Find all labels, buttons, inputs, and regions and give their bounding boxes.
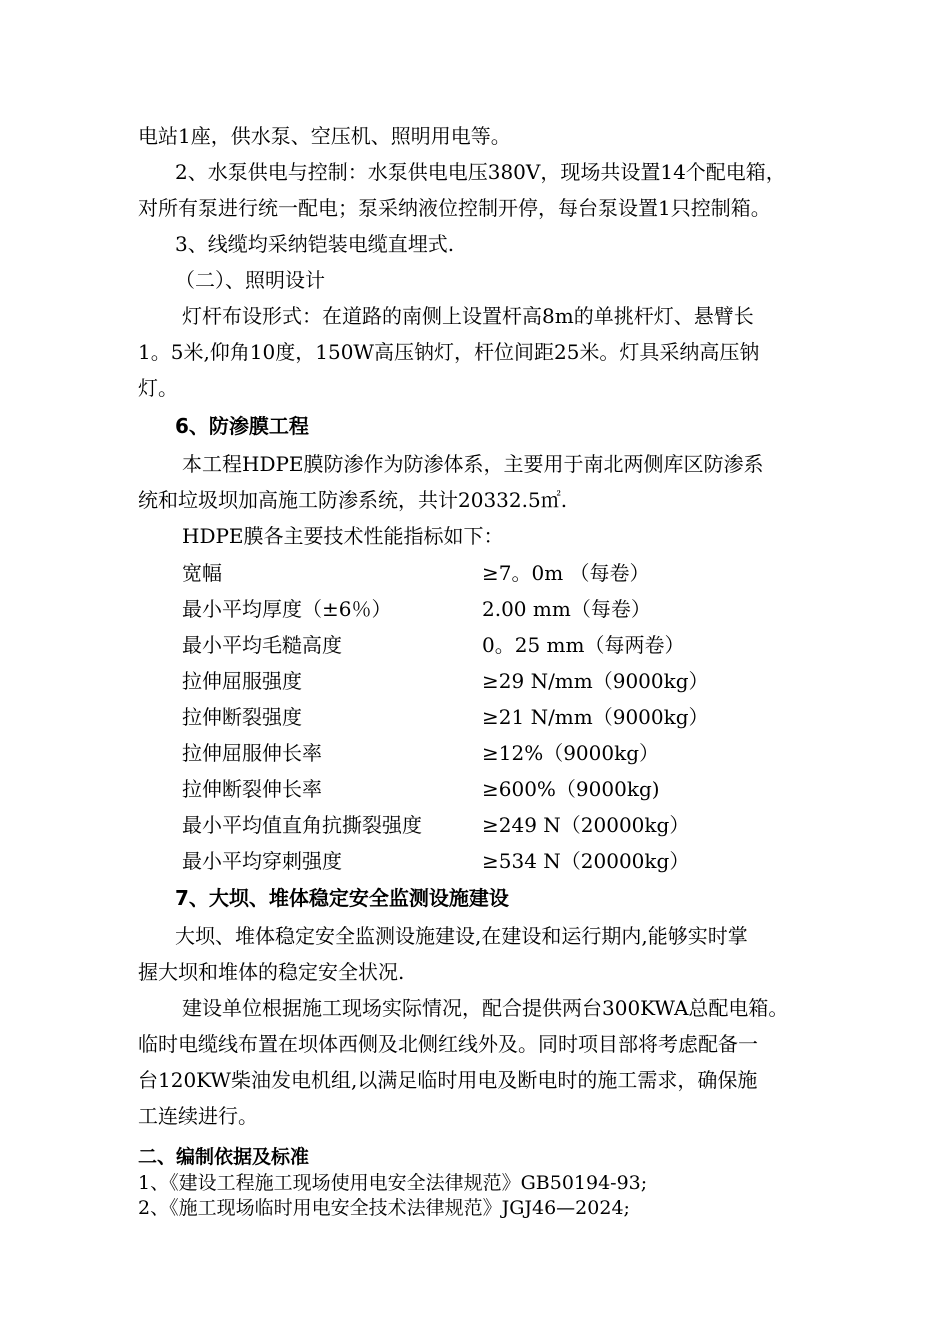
spec-value: 0。25 mm（每两卷） (482, 633, 685, 657)
paragraph-line: 握大坝和堆体的稳定安全状况. (138, 960, 405, 984)
paragraph-line: 本工程HDPE膜防渗作为防渗体系，主要用于南北两侧库区防渗系 (182, 452, 764, 476)
spec-name: 宽幅 (182, 561, 222, 585)
spec-row (182, 631, 802, 659)
paragraph-line: 灯杆布设形式：在道路的南侧上设置杆高8m的单挑杆灯、悬臂长 (182, 304, 754, 328)
spec-name: 最小平均厚度（±6％） (182, 597, 392, 621)
spec-name: 拉伸断裂伸长率 (182, 777, 322, 801)
paragraph-line: 灯。 (138, 376, 178, 400)
spec-row (182, 775, 802, 803)
spec-row (182, 667, 802, 695)
reference-item: 2、《施工现场临时用电安全技术法律规范》JGJ46—2024; (138, 1197, 630, 1219)
spec-name: 最小平均值直角抗撕裂强度 (182, 813, 422, 837)
paragraph-line: 1。5米,仰角10度，150W高压钠灯，杆位间距25米。灯具采纳高压钠 (138, 340, 760, 364)
spec-value: ≥12%（9000kg） (482, 741, 660, 765)
spec-row (182, 595, 802, 623)
paragraph-line: 3、线缆均采纳铠装电缆直埋式. (175, 232, 455, 256)
spec-value: ≥29 N/mm（9000kg） (482, 669, 709, 693)
paragraph-line: 大坝、堆体稳定安全监测设施建设,在建设和运行期内,能够实时掌 (175, 924, 748, 948)
paragraph-line: 电站1座，供水泵、空压机、照明用电等。 (138, 124, 511, 148)
section-heading-2: 二、编制依据及标准 (138, 1146, 310, 1168)
spec-name: 最小平均毛糙高度 (182, 633, 342, 657)
paragraph-line: 2、水泵供电与控制：水泵供电电压380V，现场共设置14个配电箱， (175, 160, 786, 184)
paragraph-line: 对所有泵进行统一配电；泵采纳液位控制开停，每台泵设置1只控制箱。 (138, 196, 771, 220)
subsection-heading: （二）、照明设计 (175, 268, 325, 292)
spec-value: ≥600%（9000kg) (482, 777, 660, 801)
paragraph-line: 统和垃圾坝加高施工防渗系统，共计20332.5㎡. (138, 488, 568, 512)
paragraph-line: HDPE膜各主要技术性能指标如下： (182, 524, 504, 548)
spec-value: ≥249 N（20000kg） (482, 813, 690, 837)
paragraph-line: 临时电缆线布置在坝体西侧及北侧红线外及。同时项目部将考虑配备一 (138, 1032, 758, 1056)
spec-name: 拉伸断裂强度 (182, 705, 302, 729)
spec-row (182, 559, 802, 587)
spec-name: 最小平均穿刺强度 (182, 849, 342, 873)
section-heading-7: 7、大坝、堆体稳定安全监测设施建设 (175, 886, 509, 910)
spec-name: 拉伸屈服强度 (182, 669, 302, 693)
spec-value: ≥21 N/mm（9000kg） (482, 705, 709, 729)
paragraph-line: 台120KW柴油发电机组,以满足临时用电及断电时的施工需求，确保施 (138, 1068, 758, 1092)
spec-row (182, 703, 802, 731)
spec-value: ≥534 N（20000kg） (482, 849, 690, 873)
paragraph-line: 工连续进行。 (138, 1104, 258, 1128)
spec-row (182, 811, 802, 839)
spec-name: 拉伸屈服伸长率 (182, 741, 322, 765)
reference-item: 1、《建设工程施工现场使用电安全法律规范》GB50194-93; (138, 1172, 648, 1194)
spec-row (182, 847, 802, 875)
spec-value: 2.00 mm（每卷） (482, 597, 651, 621)
spec-value: ≥7。0m （每卷） (482, 561, 650, 585)
spec-row (182, 739, 802, 767)
section-heading-6: 6、防渗膜工程 (175, 414, 309, 438)
paragraph-line: 建设单位根据施工现场实际情况，配合提供两台300KWA总配电箱。 (182, 996, 789, 1020)
